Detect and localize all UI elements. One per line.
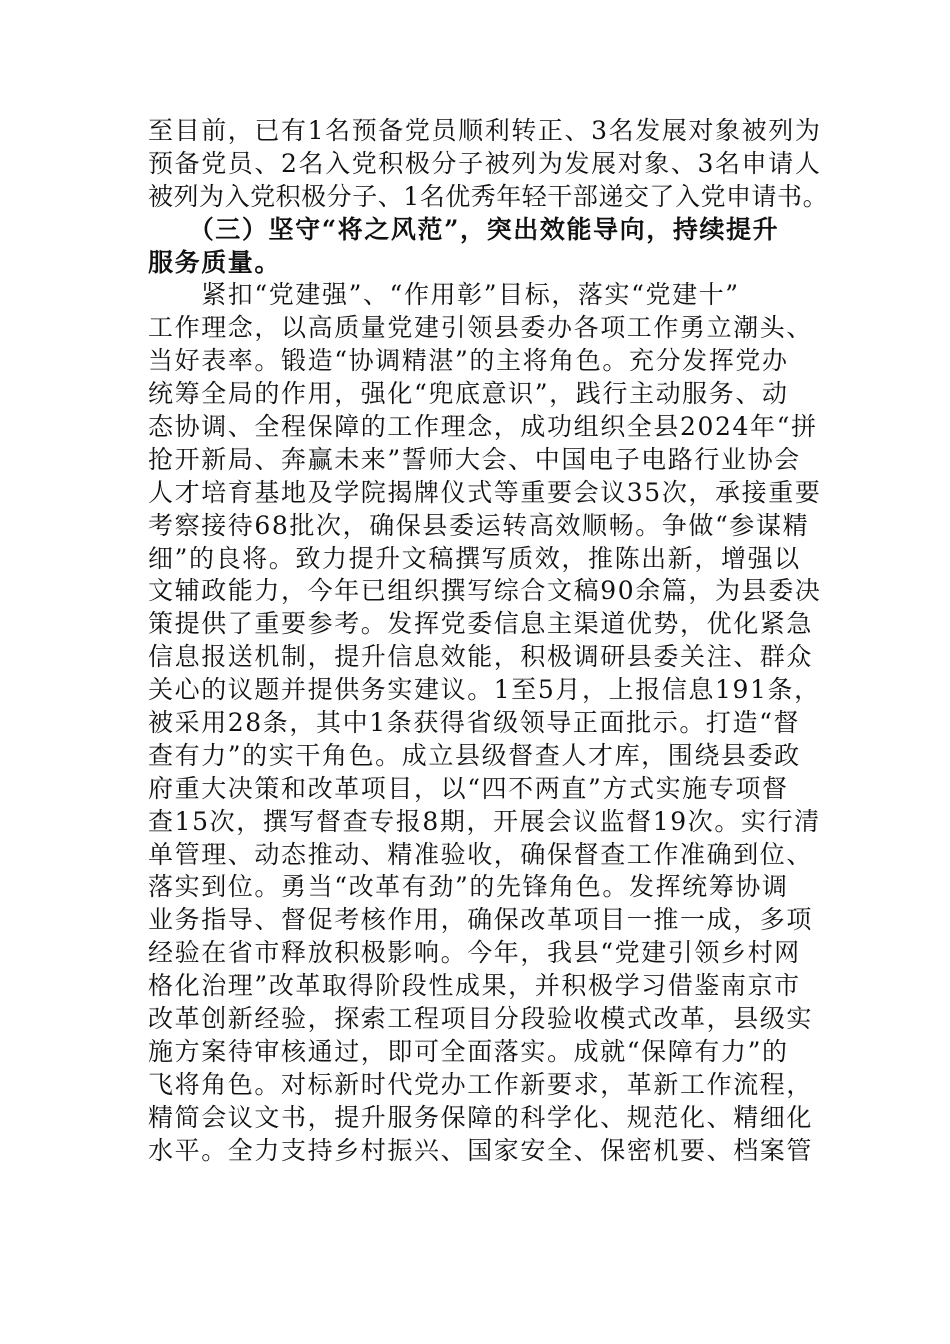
paragraph-line: 被列为入党积极分子、1名优秀年轻干部递交了入党申请书。 bbox=[148, 181, 829, 211]
paragraph-line: 策提供了重要参考。发挥党委信息主渠道优势，优化紧急 bbox=[148, 609, 814, 639]
paragraph-line: 当好表率。锻造“协调精湛”的主将角色。充分发挥党办 bbox=[148, 346, 789, 376]
paragraph-line: 精简会议文书，提升服务保障的科学化、规范化、精细化 bbox=[148, 1102, 814, 1132]
paragraph-line: 飞将角色。对标新时代党办工作新要求，革新工作流程， bbox=[148, 1069, 814, 1099]
paragraph-line: 信息报送机制，提升信息效能，积极调研县委关注、群众 bbox=[148, 642, 814, 672]
paragraph-line: 府重大决策和改革项目，以“四不两直”方式实施专项督 bbox=[148, 773, 789, 803]
document-body bbox=[148, 115, 828, 1168]
paragraph-line: 态协调、全程保障的工作理念，成功组织全县2024年“拼 bbox=[148, 412, 818, 442]
paragraph-line: 考察接待68批次，确保县委运转高效顺畅。争做“参谋精 bbox=[148, 510, 810, 540]
paragraph-line: 人才培育基地及学院揭牌仪式等重要会议35次，承接重要 bbox=[148, 477, 822, 507]
paragraph-line: 工作理念，以高质量党建引领县委办各项工作勇立潮头、 bbox=[148, 313, 814, 343]
paragraph-line: 细”的良将。致力提升文稿撰写质效，推陈出新，增强以 bbox=[148, 543, 801, 573]
paragraph-line: 单管理、动态推动、精准验收，确保督查工作准确到位、 bbox=[148, 839, 814, 869]
paragraph-line: 文辅政能力，今年已组织撰写综合文稿90余篇，为县委决 bbox=[148, 576, 822, 606]
paragraph-line: 水平。全力支持乡村振兴、国家安全、保密机要、档案管 bbox=[148, 1135, 814, 1165]
paragraph-line: 查15次，撰写督查专报8期，开展会议监督19次。实行清 bbox=[148, 806, 821, 836]
paragraph-line: 改革创新经验，探索工程项目分段验收模式改革，县级实 bbox=[148, 1004, 814, 1034]
section-heading-line: （三）坚守“将之风范”，突出效能导向，持续提升 bbox=[148, 214, 780, 244]
paragraph-line: 关心的议题并提供务实建议。1至5月，上报信息191条， bbox=[148, 675, 821, 705]
paragraph-line: 查有力”的实干角色。成立县级督查人才库，围绕县委政 bbox=[148, 740, 801, 770]
paragraph-line: 紧扣“党建强”、“作用彰”目标，落实“党建十” bbox=[148, 280, 740, 310]
paragraph-line: 统筹全局的作用，强化“兜底意识”，践行主动服务、动 bbox=[148, 379, 789, 409]
paragraph-line: 施方案待审核通过，即可全面落实。成就“保障有力”的 bbox=[148, 1036, 789, 1066]
paragraph-line: 被采用28条，其中1条获得省级领导正面批示。打造“督 bbox=[148, 708, 801, 738]
section-heading-line: 服务质量。 bbox=[148, 247, 282, 277]
paragraph-line: 落实到位。勇当“改革有劲”的先锋角色。发挥统筹协调 bbox=[148, 872, 789, 902]
paragraph-line: 业务指导、督促考核作用，确保改革项目一推一成，多项 bbox=[148, 905, 814, 935]
paragraph-line: 抢开新局、奔赢未来”誓师大会、中国电子电路行业协会 bbox=[148, 444, 801, 474]
paragraph-line: 至目前，已有1名预备党员顺利转正、3名发展对象被列为 bbox=[148, 116, 822, 145]
paragraph-line: 格化治理”改革取得阶段性成果，并积极学习借鉴南京市 bbox=[148, 971, 801, 1001]
paragraph-line: 预备党员、2名入党积极分子被列为发展对象、3名申请人 bbox=[148, 148, 822, 178]
paragraph-line: 经验在省市释放积极影响。今年，我县“党建引领乡村网 bbox=[148, 938, 801, 968]
